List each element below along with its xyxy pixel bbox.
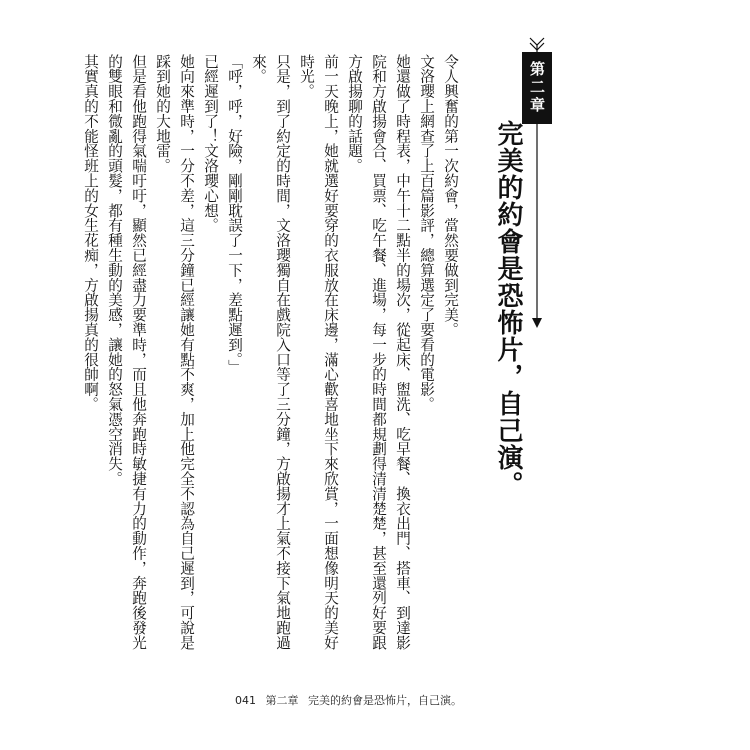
paragraph: 已經遲到了！文洛瓔心想。 xyxy=(202,54,219,233)
paragraph: 文洛瓔上網查了上百篇影評，總算選定了要看的電影。 xyxy=(418,54,435,412)
paragraph: 但是看他跑得氣喘吁吁，顯然已經盡力要準時，而且他奔跑時敏捷有力的動作，奔跑後發光的雙眼和微亂的頭髮，都有種生動的美感，讓她的怒氣憑空消失。 xyxy=(106,54,147,650)
body-text xyxy=(82,54,462,664)
paragraph: 其實真的不能怪班上的女生花痴，方啟揚真的很帥啊。 xyxy=(82,54,99,412)
paragraph: 前一天晚上，她就選好要穿的衣服放在床邊，滿心歡喜地坐下來欣賞，一面想像明天的美好時光。 xyxy=(298,54,339,650)
running-head-chapter: 第二章 xyxy=(265,694,299,707)
paragraph: 她還做了時程表，中午十二點半的場次，從起床、盥洗、吃早餐、換衣出門、搭車、到達影院和方啟揚會合、買票、吃午餐、進場，每一步的時間都規劃得清清楚楚，甚至還列好要跟方啟揚聊的話題。 xyxy=(346,54,411,650)
chapter-title: 完美的約會是恐怖片，自己演。 xyxy=(493,120,523,498)
paragraph: 她向來準時，一分不差，這三分鐘已經讓她有點不爽，加上他完全不認為自己遲到，可說是踩到她的大地雷。 xyxy=(154,54,195,650)
paragraph: 「呼，呼，好險，剛剛耽誤了一下，差點遲到。」 xyxy=(226,54,243,375)
paragraph: 令人興奮的第一次約會，當然要做到完美。 xyxy=(442,54,459,338)
chapter-label: 第二章 xyxy=(522,52,552,124)
page-footer xyxy=(235,692,468,708)
paragraph: 只是，到了約定的時間，文洛瓔獨自在戲院入口等了三分鐘，方啟揚才上氣不接下氣地跑過來。 xyxy=(250,54,291,650)
running-head-title: 完美的約會是恐怖片，自己演。 xyxy=(308,694,462,707)
page-number: 041 xyxy=(235,694,256,707)
